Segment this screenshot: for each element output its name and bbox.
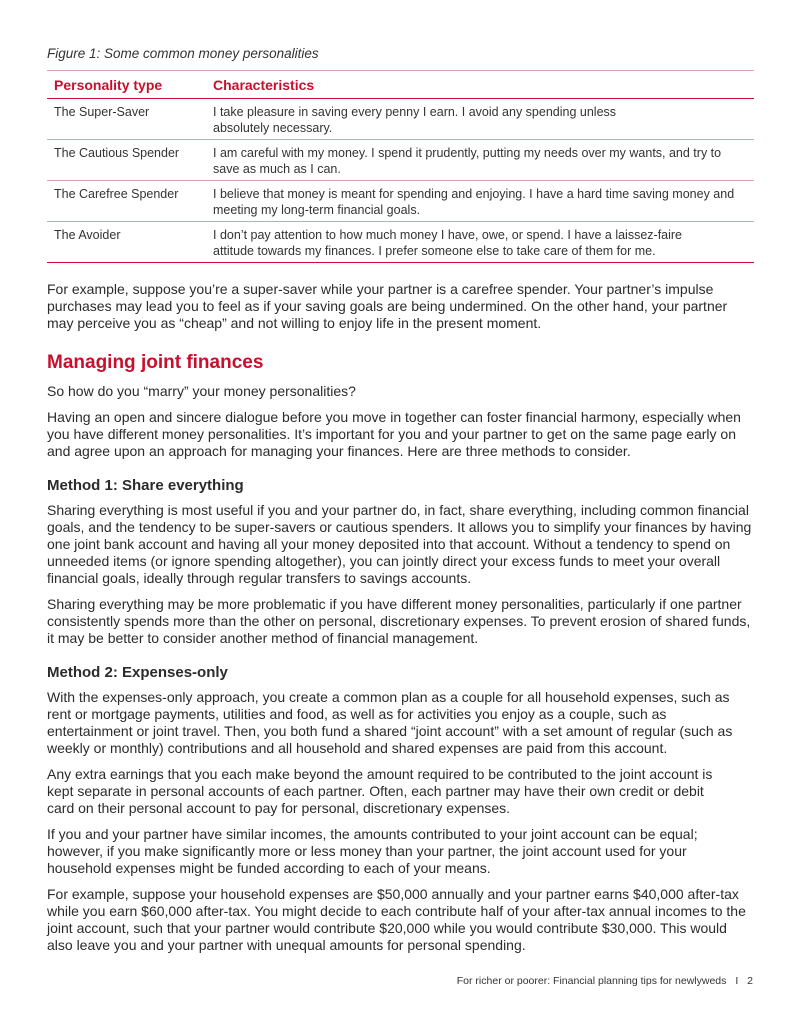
personality-type-cell: The Cautious Spender xyxy=(47,140,206,181)
method2-heading: Method 2: Expenses-only xyxy=(47,664,228,681)
table-row xyxy=(47,222,754,263)
characteristics-cell: I am careful with my money. I spend it prudently, putting my needs over my wants, and try to save as much as I can. xyxy=(206,140,754,181)
section-heading: Managing joint finances xyxy=(47,352,264,373)
header-characteristics: Characteristics xyxy=(206,71,754,99)
section-question: So how do you “marry” your money personalities? xyxy=(47,383,356,399)
footer-separator: I xyxy=(735,975,739,987)
table-row xyxy=(47,181,754,222)
personality-type-cell: The Carefree Spender xyxy=(47,181,206,222)
header-personality-type: Personality type xyxy=(47,71,206,99)
page-footer xyxy=(0,975,753,987)
personality-type-cell: The Super-Saver xyxy=(47,99,206,140)
footer-title: For richer or poorer: Financial planning tips for newlyweds xyxy=(456,975,727,987)
table-header-row xyxy=(47,71,754,99)
page-number: 2 xyxy=(747,975,753,987)
method1-paragraph-1: Sharing everything is most useful if you and your partner do, in fact, share everything, including common financial goals, and the tendency to be super-savers or cautious spenders. It allows you to simplify your finances by having one joint bank account and having all your money deposited into that account. Without a tendency to spend on unneeded items (or ignore spending altogether), you can jointly direct your excess funds to meet your overall financial goals, ideally through regular transfers to savings accounts. xyxy=(47,502,752,586)
method2-paragraph-3: If you and your partner have similar incomes, the amounts contributed to your joint account can be equal; however, if you make significantly more or less money than your partner, the joint account used for your household expenses might be funded according to each of your means. xyxy=(47,826,698,876)
document-page xyxy=(47,46,754,963)
characteristics-cell: I take pleasure in saving every penny I earn. I avoid any spending unless absolutely necessary. xyxy=(206,99,754,140)
figure-caption: Figure 1: Some common money personalities xyxy=(47,46,319,61)
method1-paragraph-2: Sharing everything may be more problematic if you have different money personalities, particularly if one partner consistently spends more than the other on personal, discretionary expenses. To prevent erosion of shared funds, it may be better to consider another method of financial management. xyxy=(47,596,751,646)
characteristics-cell: I believe that money is meant for spending and enjoying. I have a hard time saving money and meeting my long-term financial goals. xyxy=(206,181,754,222)
method2-paragraph-2: Any extra earnings that you each make beyond the amount required to be contributed to the joint account is kept separate in personal accounts of each partner. Often, each partner may have their own credit or debit card on their personal account to pay for personal, discretionary expenses. xyxy=(47,766,713,816)
personality-type-cell: The Avoider xyxy=(54,228,121,242)
method2-paragraph-1: With the expenses-only approach, you create a common plan as a couple for all household expenses, such as rent or mortgage payments, utilities and food, as well as for activities you enjoy as a couple, such as entertainment or joint travel. Then, you both fund a shared “joint account” with a set amount of regular (such as weekly or monthly) contributions and all household and shared expenses are paid from this account. xyxy=(47,689,733,756)
section-paragraph: Having an open and sincere dialogue before you move in together can foster financial harmony, especially when you have different money personalities. It’s important for you and your partner to get on the same page early on and agree upon an approach for managing your finances. Here are three methods to consider. xyxy=(47,409,741,459)
characteristics-cell: I don’t pay attention to how much money I have, owe, or spend. I have a laissez-faire attitude towards my finances. I prefer someone else to take care of them for me. xyxy=(213,228,683,258)
table-row xyxy=(47,99,754,140)
personality-table xyxy=(47,70,754,263)
table-row xyxy=(47,140,754,181)
method1-heading: Method 1: Share everything xyxy=(47,477,244,494)
intro-paragraph: For example, suppose you’re a super-saver while your partner is a carefree spender. Your partner’s impulse purchases may lead you to feel as if your saving goals are being undermined. On the other hand, your partner may perceive you as “cheap” and not willing to enjoy life in the present moment. xyxy=(47,281,728,331)
method2-paragraph-4: For example, suppose your household expenses are $50,000 annually and your partner earns $40,000 after-tax while you earn $60,000 after-tax. You might decide to each contribute half of your after-tax annual incomes to the joint account, such that your partner would contribute $20,000 while you would contribute $30,000. This would also leave you and your partner with unequal amounts for personal spending. xyxy=(47,886,746,953)
